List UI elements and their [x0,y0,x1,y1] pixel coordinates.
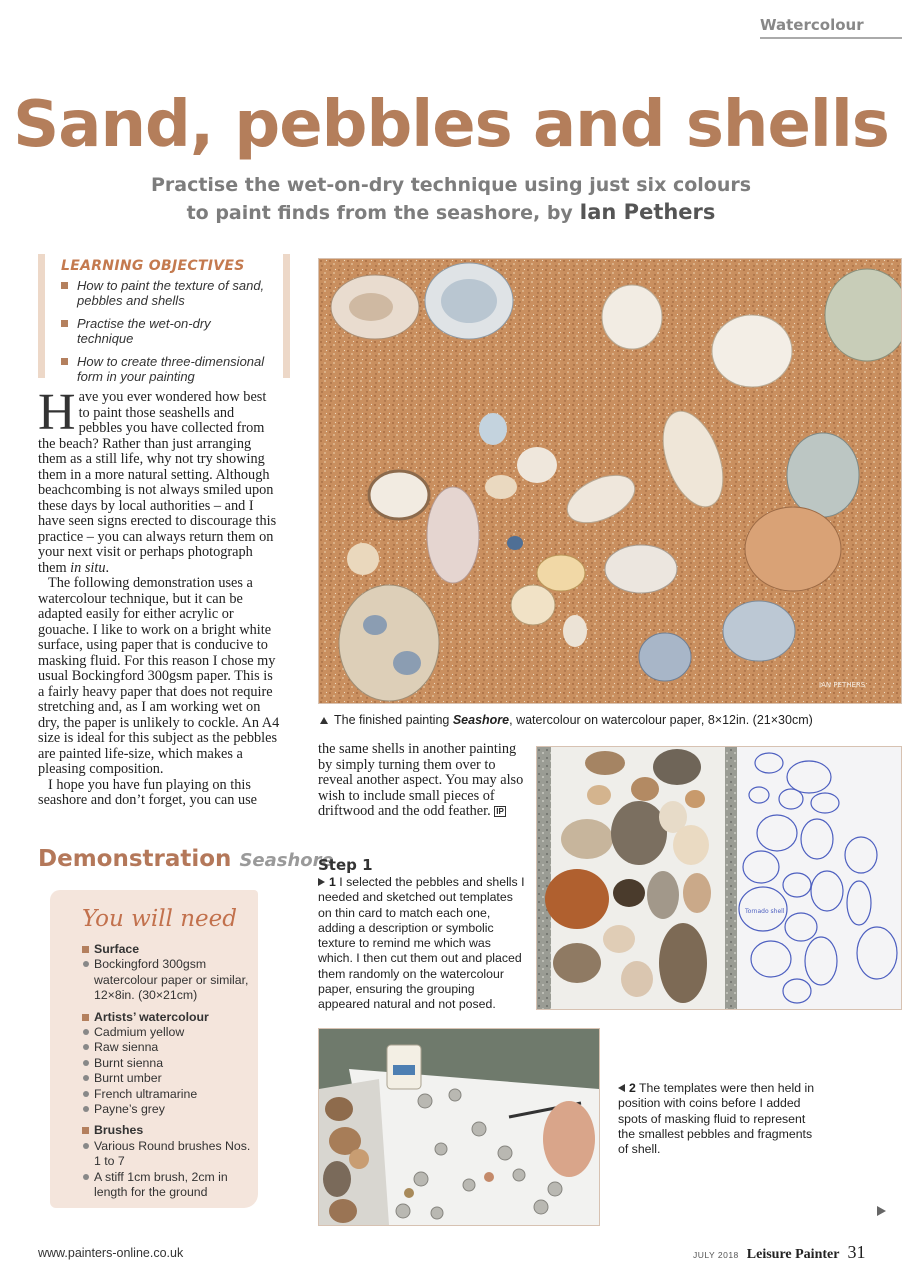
subtitle [0,172,902,227]
objective-text: How to create three-dimensional form in your painting [77,354,265,384]
item-text: Raw sienna [94,1040,159,1055]
materials-list [82,942,252,1201]
step1-image [536,746,902,1010]
materials-item [82,1102,252,1117]
item-text: Bockingford 300gsm watercolour paper or similar, 12×8in. (30×21cm) [94,957,249,1003]
step2-illustration [319,1029,599,1225]
bullet-square-icon [61,282,68,289]
bullet-dot-icon [83,1060,89,1066]
materials-category [82,1123,252,1138]
step1-number: 1 [329,875,336,889]
bullet-square-icon [61,358,68,365]
right-arrow-icon [318,878,325,886]
bullet-square-icon [61,320,68,327]
bullet-dot-icon [83,1044,89,1050]
materials-item [82,1071,252,1086]
author-name: Ian Pethers [579,200,716,224]
materials-item [82,1087,252,1102]
item-text: Various Round brushes Nos. 1 to 7 [94,1138,251,1169]
demonstration-label: Demonstration [38,846,232,872]
painting-illustration [319,259,901,703]
materials-item [82,957,252,1003]
bullet-square-icon [82,1127,89,1134]
caption-up-arrow-icon [320,717,328,724]
subtitle-line2-prefix: to paint finds from the seashore, by [186,202,580,224]
sketch-note: Tornado shell [745,908,785,915]
intro-column [38,384,280,809]
bullet-square-icon [82,946,89,953]
continuation-column [318,742,528,820]
caption-title: Seashore [452,713,510,727]
step1-illustration [537,747,901,1009]
end-mark-badge: IP [496,807,504,816]
bullet-dot-icon [83,1174,89,1180]
objective-text: How to paint the texture of sand, pebbles and shells [77,278,265,308]
objective-text: Practise the wet-on-dry technique [77,316,211,346]
step1-description: I selected the pebbles and shells I needed and sketched out templates on thin card to match each one, adding a description or symbolic texture to remind me which was which. I then cut them out and placed them randomly on the watercolour paper, ensuring the grouping appeared natural and not posed. [318,875,525,1012]
subtitle-line1: Practise the wet-on-dry technique using just six colours [150,174,752,196]
bullet-dot-icon [83,1143,89,1149]
bullet-dot-icon [83,1029,89,1035]
section-tag: Watercolour [760,16,902,39]
bullet-dot-icon [83,1106,89,1112]
category-name: Brushes [94,1123,144,1138]
materials-category [82,942,252,957]
learning-objectives-title: LEARNING OBJECTIVES [61,258,245,274]
category-name: Artists’ watercolour [94,1009,209,1024]
item-text: A stiff 1cm brush, 2cm in length for the ground [94,1169,228,1200]
footer-info [693,1242,902,1263]
bullet-dot-icon [83,961,89,967]
objective-item [61,316,267,346]
left-arrow-icon [618,1084,625,1092]
step2-text [618,1081,818,1157]
demonstration-name: Seashore [239,850,334,871]
materials-item [82,1056,252,1071]
step2-description: The templates were then held in position with coins before I added spots of masking fluid to represent the smallest pebbles and fragments of shell. [618,1081,815,1157]
bullet-square-icon [82,1014,89,1021]
learning-objectives-box [38,254,290,384]
bullet-dot-icon [83,1091,89,1097]
intro-italic: in situ [70,559,106,576]
intro-paragraph-2: The following demonstration uses a watercolour technique, but it can be adapted easily for either acrylic or gouache. I like to work on a bright white surface, using paper that is conducive to masking fluid. For this reason I chose my usual Bockingford 300gsm paper. This is a fairly heavy paper that does not require stretching and, as I am working wet on dry, the paper is unlikely to cockle. An A4 size is ideal for this subject as the pebbles are painted life-size, which makes a pleasing composition. [38,575,280,777]
item-text: Burnt umber [94,1071,162,1086]
objective-item [61,278,267,308]
intro-text-a: ave you ever wondered how best to paint those seashells and pebbles you have collected from the beach? Rather than just arranging them as a still life, why not try showing them in a more natural setting. Although beachcombing is not always smiled upon these days by local authorities – and I have seen signs erected to discourage this practice – you can always return them on your next visit or perhaps photograph them [38,389,277,576]
item-text: Cadmium yellow [94,1025,185,1040]
materials-item [82,1139,252,1170]
materials-item [82,1025,252,1040]
intro-paragraph-4 [318,742,528,820]
item-text: French ultramarine [94,1086,198,1101]
drop-cap: H [38,384,76,441]
materials-item [82,1170,252,1201]
continuation-text: the same shells in another painting by simply turning them over to reveal another aspect. You may also wish to include small pieces of driftwood and the odd feather. [318,741,524,819]
materials-title: You will need [82,906,237,932]
intro-paragraph-1 [38,384,280,576]
bullet-dot-icon [83,1075,89,1081]
finished-painting-image [318,258,902,704]
magazine-name: Leisure Painter [746,1247,840,1262]
item-text: Burnt sienna [94,1055,164,1070]
footer-url: www.painters-online.co.uk [38,1246,184,1260]
painting-caption [320,713,902,727]
item-text: Payne’s grey [94,1102,165,1117]
step2-image [318,1028,600,1226]
step-heading: Step 1 [318,856,373,874]
continue-arrow-icon [877,1206,886,1216]
category-name: Surface [94,942,140,956]
step1-text [318,875,528,1013]
footer-date: JULY 2018 [693,1250,739,1260]
step2-number: 2 [629,1081,636,1095]
demonstration-heading [38,846,334,872]
page-title: Sand, pebbles and shells [13,88,889,162]
intro-paragraph-3: I hope you have fun playing on this seashore and don’t forget, you can use [38,776,258,808]
page-number: 31 [847,1242,866,1262]
subtitle-line2 [0,199,902,227]
caption-suffix: , watercolour on watercolour paper, 8×12in. (21×30cm) [509,713,813,727]
caption-prefix: The finished painting [334,713,453,727]
materials-category [82,1010,252,1025]
materials-item [82,1040,252,1055]
painting-signature: IAN PETHERS [819,681,866,689]
objective-item [61,354,267,384]
intro-text-b: . [105,559,110,576]
